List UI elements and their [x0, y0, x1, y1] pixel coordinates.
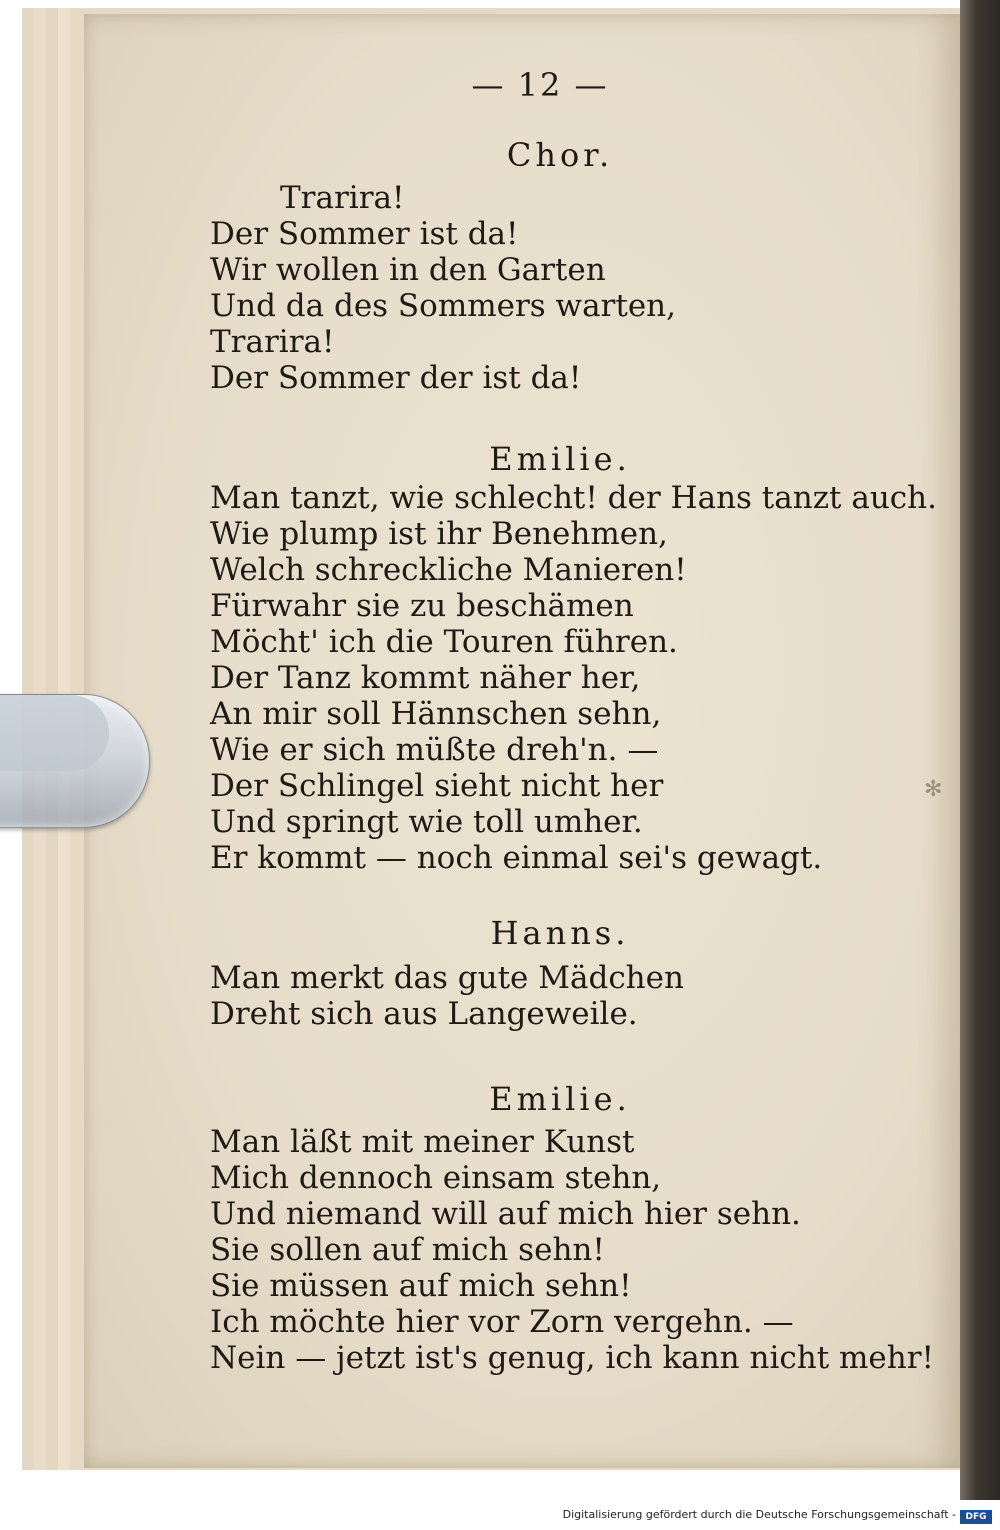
- verse-line: Wir wollen in den Garten: [210, 252, 606, 288]
- verse-line: Trarira!: [210, 324, 335, 360]
- dfg-logo: DFG: [960, 1510, 992, 1524]
- verse-line: Man merkt das gute Mädchen: [210, 960, 684, 996]
- verse-line: Dreht sich aus Langeweile.: [210, 996, 638, 1032]
- speaker-heading: Emilie.: [489, 1080, 631, 1118]
- verse-line: Ich möchte hier vor Zorn vergehn. —: [210, 1304, 794, 1340]
- verse-line: Sie sollen auf mich sehn!: [210, 1232, 605, 1268]
- verse-line: Der Schlingel sieht nicht her: [210, 768, 664, 804]
- verse-line: Wie er sich müßte dreh'n. —: [210, 732, 659, 768]
- torn-edge: ✻: [924, 776, 943, 801]
- verse-block: [210, 480, 937, 876]
- verse-line: Und da des Sommers warten,: [210, 288, 676, 324]
- speaker-heading: Emilie.: [489, 440, 631, 478]
- verse-line: Er kommt — noch einmal sei's gewagt.: [210, 840, 823, 876]
- verse-block: [210, 960, 684, 1032]
- verse-line: Welch schreckliche Manieren!: [210, 552, 687, 588]
- verse-line: Der Sommer ist da!: [210, 216, 519, 252]
- verse-line: Trarira!: [280, 180, 405, 216]
- verse-block: [210, 1124, 934, 1376]
- verse-line: Wie plump ist ihr Benehmen,: [210, 516, 668, 552]
- verse-line: Mich dennoch einsam stehn,: [210, 1160, 662, 1196]
- verse-line: Man läßt mit meiner Kunst: [210, 1124, 635, 1160]
- verse-line: Möcht' ich die Touren führen.: [210, 624, 678, 660]
- page-clip: [0, 694, 150, 828]
- verse-line: Und springt wie toll umher.: [210, 804, 643, 840]
- page-number: — 12 —: [471, 66, 609, 104]
- verse-line: Der Tanz kommt näher her,: [210, 660, 641, 696]
- verse-line: Sie müssen auf mich sehn!: [210, 1268, 632, 1304]
- funding-credit: Digitalisierung gefördert durch die Deutsche Forschungsgemeinschaft -: [562, 1508, 956, 1521]
- verse-line: Und niemand will auf mich hier sehn.: [210, 1196, 801, 1232]
- page-clip-slot: [0, 695, 109, 771]
- verse-block: [210, 180, 676, 396]
- verse-line: An mir soll Hännschen sehn,: [210, 696, 662, 732]
- speaker-heading: Hanns.: [490, 914, 630, 952]
- verse-line: Nein — jetzt ist's genug, ich kann nicht mehr!: [210, 1340, 935, 1376]
- credit-footer: [0, 1506, 1000, 1530]
- verse-line: Der Sommer der ist da!: [210, 360, 582, 396]
- verse-line: Man tanzt, wie schlecht! der Hans tanzt auch.: [210, 480, 937, 516]
- verse-line: Fürwahr sie zu beschämen: [210, 588, 634, 624]
- speaker-heading: Chor.: [506, 136, 614, 174]
